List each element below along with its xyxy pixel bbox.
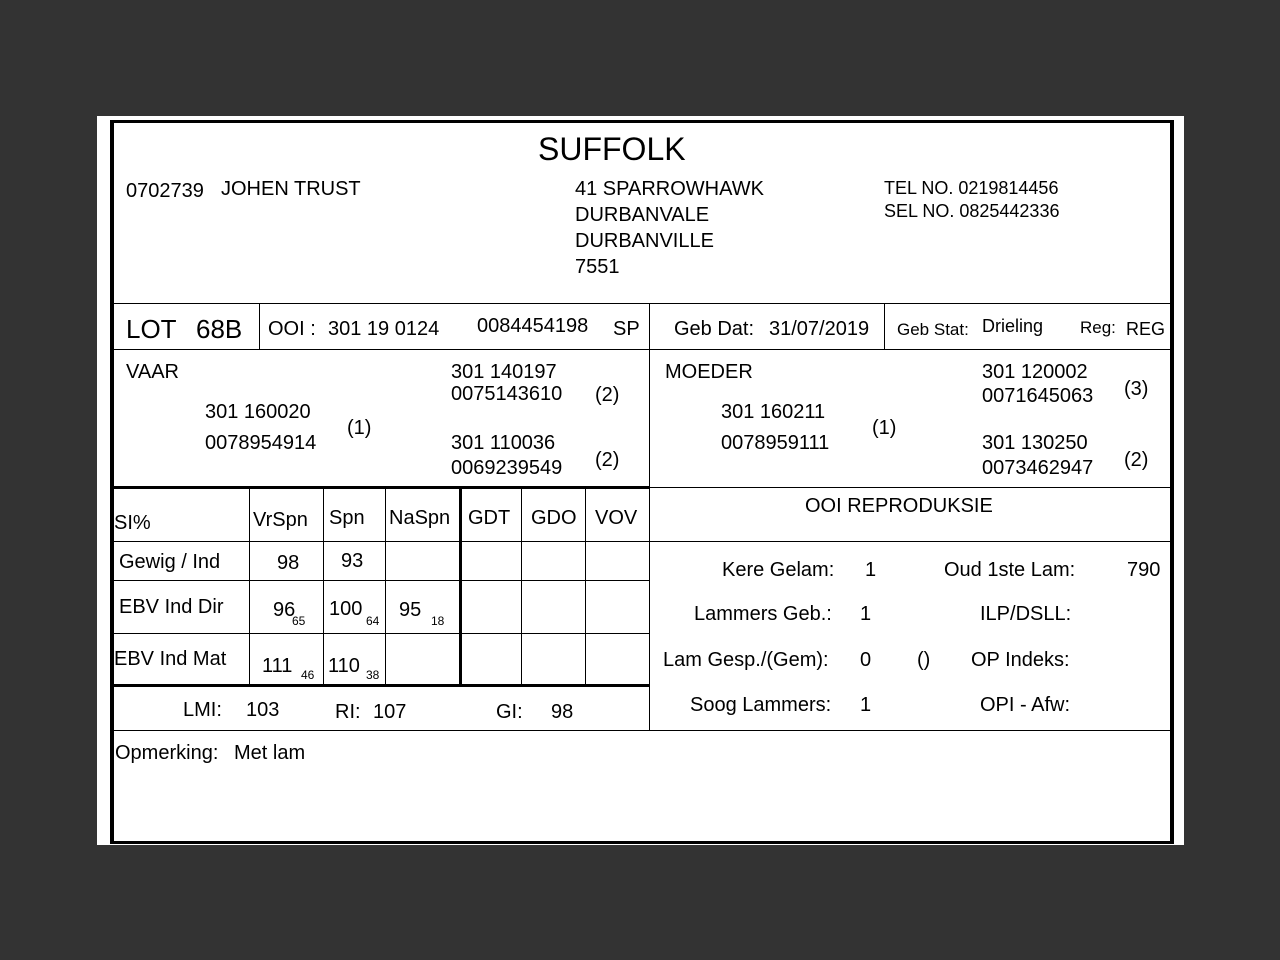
tel-number: TEL NO. 0219814456 — [884, 178, 1059, 198]
address-line-2: DURBANVALE — [575, 204, 710, 226]
lam-gesp-gem: () — [917, 649, 931, 671]
row-vrspn-value: 96 — [273, 599, 296, 621]
vaar-bottom-mark: (2) — [595, 449, 620, 471]
row-spn-value: 110 — [328, 655, 360, 677]
address-line-4: 7551 — [575, 256, 620, 278]
row-vrspn-count: 65 — [292, 614, 306, 628]
reproduksie-title: OOI REPRODUKSIE — [805, 495, 993, 517]
moeder-main-line2: 0078959111 — [721, 432, 830, 454]
vaar-main-mark: (1) — [347, 417, 372, 439]
moeder-bottom-line2: 0073462947 — [982, 457, 1094, 479]
ooi-id: 0084454198 — [477, 315, 589, 337]
ri-value: 107 — [373, 701, 407, 723]
geb-dat-value: 31/07/2019 — [769, 318, 870, 340]
geb-dat-label: Geb Dat: — [674, 318, 755, 340]
vaar-label: VAAR — [126, 361, 179, 383]
si-header: SI% — [114, 512, 151, 534]
moeder-main-mark: (1) — [872, 417, 897, 439]
op-indeks-label: OP Indeks: — [971, 649, 1070, 671]
gdo-header: GDO — [531, 507, 577, 529]
spn-header: Spn — [329, 507, 365, 529]
vaar-top-mark: (2) — [595, 384, 620, 406]
vaar-main-line1: 301 160020 — [205, 401, 311, 423]
ooi-number: 301 19 0124 — [328, 318, 440, 340]
reg-label: Reg: — [1080, 318, 1116, 337]
row-vrspn-count: 46 — [301, 668, 315, 682]
lammers-geb-label: Lammers Geb.: — [694, 603, 832, 625]
vrspn-header: VrSpn — [253, 509, 308, 531]
lam-gesp-label: Lam Gesp./(Gem): — [663, 649, 829, 671]
vaar-top-line2: 0075143610 — [451, 383, 563, 405]
gdt-header: GDT — [468, 507, 511, 529]
address-line-3: DURBANVILLE — [575, 230, 714, 252]
opi-afw-label: OPI - Afw: — [980, 694, 1071, 716]
row-vrspn-value: 111 — [262, 655, 293, 677]
vaar-bottom-line2: 0069239549 — [451, 457, 563, 479]
lammers-geb-value: 1 — [860, 603, 872, 625]
geb-stat-label: Geb Stat: — [897, 320, 969, 339]
row-label: EBV Ind Dir — [119, 596, 224, 618]
moeder-bottom-line1: 301 130250 — [982, 432, 1088, 454]
vov-header: VOV — [595, 507, 638, 529]
kere-gelam-value: 1 — [865, 559, 877, 581]
owner-code: 0702739 — [126, 180, 204, 202]
lot-value: 68B — [196, 314, 243, 344]
breed-title: SUFFOLK — [538, 131, 686, 167]
lam-gesp-value: 0 — [860, 649, 872, 671]
vaar-top-line1: 301 140197 — [451, 361, 557, 383]
moeder-label: MOEDER — [665, 361, 753, 383]
row-spn-value: 93 — [341, 550, 364, 572]
opmerking-label: Opmerking: — [115, 742, 219, 764]
row-vrspn-value: 98 — [277, 552, 300, 574]
ooi-label: OOI : — [268, 318, 316, 340]
moeder-top-line1: 301 120002 — [982, 361, 1088, 383]
sel-number: SEL NO. 0825442336 — [884, 201, 1060, 221]
lmi-value: 103 — [246, 699, 280, 721]
moeder-bottom-mark: (2) — [1124, 449, 1149, 471]
moeder-top-mark: (3) — [1124, 378, 1149, 400]
row-label: EBV Ind Mat — [114, 648, 227, 670]
gi-label: GI: — [496, 701, 523, 723]
opmerking-value: Met lam — [234, 742, 306, 764]
row-spn-count: 64 — [366, 614, 380, 628]
moeder-main-line1: 301 160211 — [721, 401, 826, 423]
geb-stat-value: Drieling — [982, 316, 1044, 336]
lmi-label: LMI: — [183, 699, 222, 721]
row-naspn-value: 95 — [399, 599, 422, 621]
address-line-1: 41 SPARROWHAWK — [575, 178, 764, 200]
row-spn-value: 100 — [329, 598, 363, 620]
ilp-dsll-label: ILP/DSLL: — [980, 603, 1072, 625]
moeder-top-line2: 0071645063 — [982, 385, 1094, 407]
ooi-suffix: SP — [613, 318, 640, 340]
gi-value: 98 — [551, 701, 574, 723]
soog-lammers-value: 1 — [860, 694, 872, 716]
lot-card — [110, 120, 1174, 844]
vaar-main-line2: 0078954914 — [205, 432, 317, 454]
naspn-header: NaSpn — [389, 507, 451, 529]
owner-name: JOHEN TRUST — [221, 178, 361, 200]
row-spn-count: 38 — [366, 668, 380, 682]
oud-1ste-lam-label: Oud 1ste Lam: — [944, 559, 1076, 581]
reg-value: REG — [1126, 319, 1166, 339]
row-naspn-count: 18 — [431, 614, 445, 628]
lot-label: LOT — [126, 314, 177, 344]
oud-1ste-lam-value: 790 — [1127, 559, 1161, 581]
soog-lammers-label: Soog Lammers: — [690, 694, 832, 716]
vaar-bottom-line1: 301 110036 — [451, 432, 556, 454]
row-label: Gewig / Ind — [119, 551, 221, 573]
ri-label: RI: — [335, 701, 361, 723]
kere-gelam-label: Kere Gelam: — [722, 559, 835, 581]
